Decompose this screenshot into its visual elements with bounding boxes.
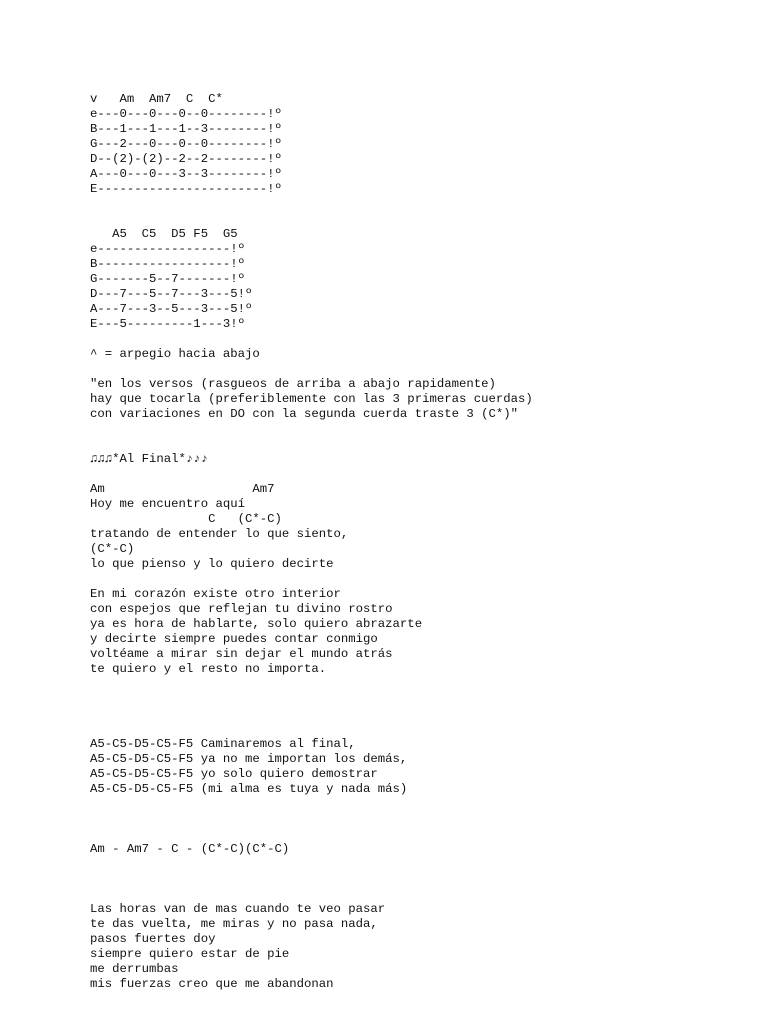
doc-line: ♫♫♫*Al Final*♪♪♪ <box>90 452 209 466</box>
doc-line <box>90 707 730 722</box>
doc-line <box>90 692 730 707</box>
doc-line: D--(2)-(2)--2--2--------!º <box>90 152 282 166</box>
doc-line: e------------------!º <box>90 242 245 256</box>
doc-line: B------------------!º <box>90 257 245 271</box>
doc-line: te das vuelta, me miras y no pasa nada, <box>90 917 378 931</box>
doc-line: hay que tocarla (preferiblemente con las 3 primeras cuerdas) <box>90 392 533 406</box>
doc-line: G-------5--7-------!º <box>90 272 245 286</box>
doc-line: En mi corazón existe otro interior <box>90 587 341 601</box>
doc-line: Am Am7 <box>90 482 275 496</box>
doc-line: A---7---3--5---3---5!º <box>90 302 253 316</box>
doc-line: siempre quiero estar de pie <box>90 947 290 961</box>
doc-line: pasos fuertes doy <box>90 932 216 946</box>
doc-line: con espejos que reflejan tu divino rostro <box>90 602 393 616</box>
doc-line <box>90 857 730 872</box>
doc-line: ^ = arpegio hacia abajo <box>90 347 260 361</box>
doc-line: A---0---0---3--3--------!º <box>90 167 282 181</box>
doc-line: (C*-C) <box>90 542 135 556</box>
doc-line <box>90 887 730 902</box>
doc-line <box>90 677 730 692</box>
doc-line: me derrumbas <box>90 962 179 976</box>
doc-line: B---1---1---1--3--------!º <box>90 122 282 136</box>
doc-line: e---0---0---0--0--------!º <box>90 107 282 121</box>
doc-line <box>90 722 730 737</box>
doc-line: Am - Am7 - C - (C*-C)(C*-C) <box>90 842 290 856</box>
doc-line <box>90 827 730 842</box>
doc-line <box>90 422 730 437</box>
doc-line: mis fuerzas creo que me abandonan <box>90 977 334 991</box>
doc-line: te quiero y el resto no importa. <box>90 662 327 676</box>
doc-line: C (C*-C) <box>90 512 282 526</box>
doc-line: lo que pienso y lo quiero decirte <box>90 557 334 571</box>
doc-line: v Am Am7 C C* <box>90 92 223 106</box>
doc-line <box>90 197 730 212</box>
doc-line: A5-C5-D5-C5-F5 Caminaremos al final, <box>90 737 356 751</box>
doc-line: G---2---0---0--0--------!º <box>90 137 282 151</box>
song-document <box>90 92 730 992</box>
doc-line: A5-C5-D5-C5-F5 (mi alma es tuya y nada más) <box>90 782 408 796</box>
doc-line: con variaciones en DO con la segunda cuerda traste 3 (C*)" <box>90 407 519 421</box>
doc-line: Las horas van de mas cuando te veo pasar <box>90 902 386 916</box>
doc-line <box>90 872 730 887</box>
doc-line: "en los versos (rasgueos de arriba a abajo rapidamente) <box>90 377 496 391</box>
doc-line: ya es hora de hablarte, solo quiero abrazarte <box>90 617 423 631</box>
doc-line: E---5---------1---3!º <box>90 317 245 331</box>
doc-line <box>90 332 730 347</box>
doc-line <box>90 362 730 377</box>
doc-line: tratando de entender lo que siento, <box>90 527 349 541</box>
doc-line <box>90 572 730 587</box>
doc-line: D---7---5--7---3---5!º <box>90 287 253 301</box>
doc-line: A5-C5-D5-C5-F5 yo solo quiero demostrar <box>90 767 378 781</box>
doc-line <box>90 812 730 827</box>
doc-line: Hoy me encuentro aquí <box>90 497 245 511</box>
doc-line <box>90 212 730 227</box>
doc-line: y decirte siempre puedes contar conmigo <box>90 632 378 646</box>
doc-line <box>90 797 730 812</box>
doc-line: E-----------------------!º <box>90 182 282 196</box>
doc-line: A5-C5-D5-C5-F5 ya no me importan los demás, <box>90 752 408 766</box>
doc-line: voltéame a mirar sin dejar el mundo atrás <box>90 647 393 661</box>
doc-line <box>90 467 730 482</box>
doc-line <box>90 437 730 452</box>
doc-line: A5 C5 D5 F5 G5 <box>90 227 238 241</box>
